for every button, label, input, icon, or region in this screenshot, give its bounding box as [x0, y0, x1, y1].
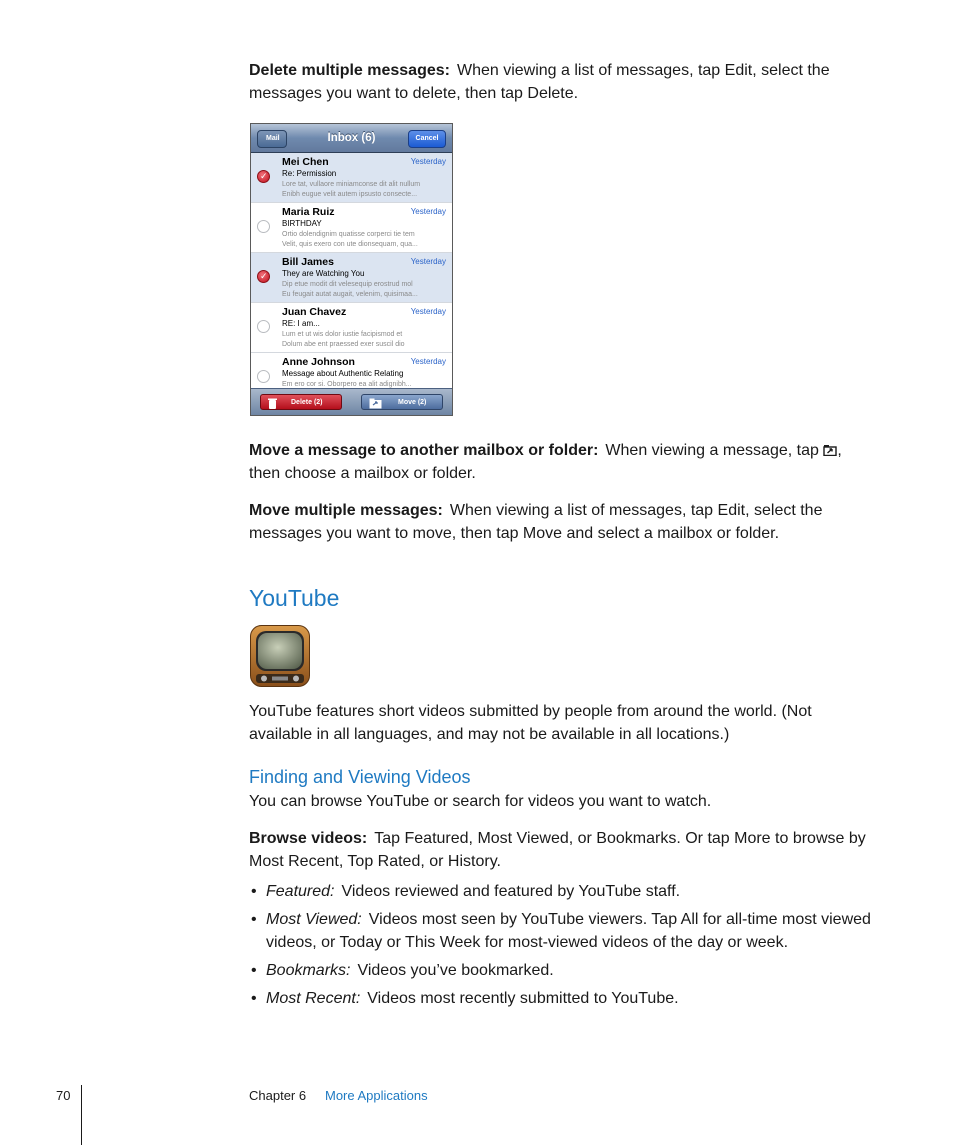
message-row[interactable] [251, 253, 452, 303]
move-message-paragraph [249, 439, 874, 485]
edit-toolbar [251, 388, 452, 415]
finding-videos-heading: Finding and Viewing Videos [249, 767, 471, 787]
move-message-text-after: , then choose a mailbox or folder. [249, 442, 842, 482]
message-row[interactable] [251, 203, 452, 253]
message-subject: They are Watching You [282, 269, 365, 278]
move-button-label: Move (2) [398, 399, 427, 406]
preview-line-2: Enibh eugue velit autem ipsusto consecte... [282, 191, 418, 198]
selected-check-icon[interactable]: ✓ [257, 270, 270, 283]
browse-videos-label: Browse videos: [249, 830, 368, 847]
move-multiple-label: Move multiple messages: [249, 502, 443, 519]
page-number: 70 [56, 1088, 71, 1103]
mail-inbox-screenshot [250, 123, 453, 416]
chapter-name-link[interactable]: More Applications [325, 1088, 428, 1103]
message-subject: RE: I am... [282, 319, 320, 328]
message-row[interactable] [251, 153, 452, 203]
preview-line-1: Lum et ut wis dolor iustie facipismod et [282, 331, 403, 338]
browse-videos-paragraph [249, 827, 874, 873]
folder-move-icon [823, 440, 837, 452]
cancel-button[interactable]: Cancel [408, 130, 446, 148]
preview-line-1: Ortio dolendignim quatisse corperci tie tem [282, 231, 415, 238]
message-preview [282, 230, 447, 250]
delete-multiple-paragraph [249, 59, 874, 105]
unselected-circle-icon[interactable] [257, 220, 270, 233]
message-subject: Re: Permission [282, 169, 337, 178]
message-list [251, 153, 452, 402]
message-preview [282, 330, 447, 350]
message-subject: Message about Authentic Relating [282, 369, 404, 378]
bullet-term: Most Recent: [266, 990, 361, 1007]
preview-line-2: Velit, quis exero con ute dionsequam, qua... [282, 241, 418, 248]
finding-videos-intro: You can browse YouTube or search for videos you want to watch. [249, 793, 712, 810]
bullet-text: Videos most recently submitted to YouTube. [367, 990, 679, 1007]
bullet-text: Videos most seen by YouTube viewers. Tap All for all-time most viewed videos, or Today or This Week for most-viewed videos of the day or week. [266, 911, 871, 951]
mail-nav-bar [251, 124, 452, 153]
move-multiple-paragraph [249, 499, 874, 545]
bullet-text: Videos reviewed and featured by YouTube staff. [341, 883, 681, 900]
list-item: • Most Viewed: Videos most seen by YouTube viewers. Tap All for all-time most viewed videos, or Today or This Week for most-viewed videos of the day or week. [251, 911, 871, 951]
bullet-term: Bookmarks: [266, 962, 351, 979]
move-button[interactable] [361, 394, 443, 410]
message-sender: Juan Chavez [282, 306, 347, 318]
move-message-text-before: When viewing a message, tap [605, 442, 819, 459]
list-item: • Featured: Videos reviewed and featured by YouTube staff. [251, 883, 681, 900]
footer-divider [81, 1085, 82, 1145]
message-date: Yesterday [410, 157, 446, 166]
delete-multiple-label: Delete multiple messages: [249, 62, 450, 79]
message-preview [282, 180, 447, 200]
youtube-intro: YouTube features short videos submitted by people from around the world. (Not available in all languages, and may not be available in all locations.) [249, 703, 812, 743]
message-preview [282, 280, 447, 300]
youtube-tv-icon [250, 625, 310, 687]
message-sender: Mei Chen [282, 156, 329, 168]
browse-videos-text: Tap Featured, Most Viewed, or Bookmarks. Or tap More to browse by Most Recent, Top Rated, or History. [249, 830, 866, 870]
folder-move-icon [369, 395, 382, 414]
move-multiple-text: When viewing a list of messages, tap Edit, select the messages you want to move, then tap Move and select a mailbox or folder. [249, 502, 823, 542]
message-sender: Anne Johnson [282, 356, 355, 368]
delete-button[interactable] [260, 394, 342, 410]
bullet-term: Featured: [266, 883, 335, 900]
message-sender: Bill James [282, 256, 334, 268]
unselected-circle-icon[interactable] [257, 370, 270, 383]
mail-back-button[interactable]: Mail [257, 130, 287, 148]
inbox-title: Inbox (6) [327, 132, 376, 144]
message-date: Yesterday [410, 307, 446, 316]
selected-check-icon[interactable]: ✓ [257, 170, 270, 183]
message-row[interactable] [251, 303, 452, 353]
delete-button-label: Delete (2) [291, 399, 323, 406]
message-date: Yesterday [410, 257, 446, 266]
move-message-label: Move a message to another mailbox or folder: [249, 442, 599, 459]
preview-line-1: Dip etue modit dit velesequip erostrud mol [282, 281, 413, 288]
delete-multiple-text: When viewing a list of messages, tap Edit, select the messages you want to delete, then tap Delete. [249, 62, 830, 102]
preview-line-1: Lore tat, vullaore miniamconse dit alit nullum [282, 181, 421, 188]
chapter-label: Chapter 6 [249, 1088, 307, 1103]
list-item: • Most Recent: Videos most recently submitted to YouTube. [251, 990, 679, 1007]
message-date: Yesterday [410, 357, 446, 366]
bullet-term: Most Viewed: [266, 911, 362, 928]
trash-icon [268, 395, 277, 414]
preview-line-2: Eu feugait autat augait, velenim, quisimaa... [282, 291, 418, 298]
bullet-text: Videos you’ve bookmarked. [357, 962, 554, 979]
browse-options-list [249, 880, 874, 1015]
message-subject: BIRTHDAY [282, 219, 322, 228]
list-item: • Bookmarks: Videos you’ve bookmarked. [251, 962, 554, 979]
unselected-circle-icon[interactable] [257, 320, 270, 333]
preview-line-2: Dolum abe ent praessed exer suscil dio [282, 341, 405, 348]
youtube-heading: YouTube [249, 585, 340, 611]
message-date: Yesterday [410, 207, 446, 216]
message-sender: Maria Ruiz [282, 206, 335, 218]
preview-line-1: Em ero cor si. Oborpero ea alit adignibh... [282, 381, 412, 388]
